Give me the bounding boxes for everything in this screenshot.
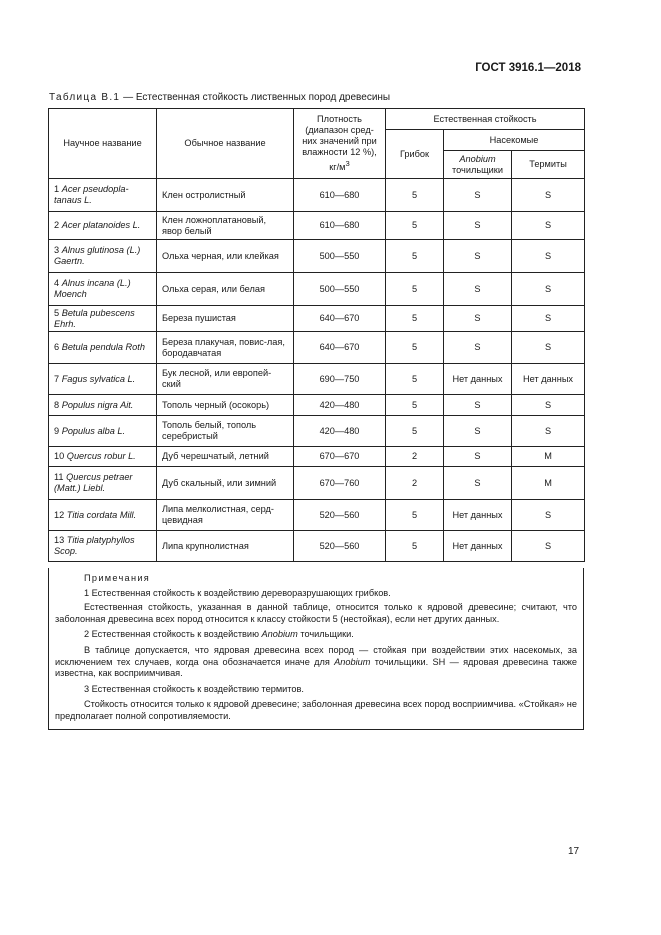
scientific-name-cell (49, 395, 157, 416)
table-row (49, 240, 585, 273)
fungi-cell: 5 (386, 273, 444, 306)
common-name-cell: Ольха черная, или клейкая (157, 240, 294, 273)
document-code: ГОСТ 3916.1—2018 (475, 62, 581, 74)
scientific-name-cell (49, 306, 157, 332)
header-row (49, 109, 585, 130)
table-row (49, 467, 585, 500)
header-scientific: Научное название (49, 109, 157, 179)
row-number: 10 (54, 451, 65, 461)
density-sup: 3 (345, 158, 350, 168)
scientific-name-cell (49, 500, 157, 531)
density-cell: 500—550 (294, 273, 386, 306)
fungi-cell: 5 (386, 395, 444, 416)
scientific-name-cell (49, 179, 157, 212)
scientific-name-cell (49, 332, 157, 364)
density-label: Плотность (диапазон сред-них значений при влажности 12 %), кг/м (302, 113, 377, 173)
termites-cell: S (512, 395, 585, 416)
anobium-cell: S (444, 179, 512, 212)
row-number: 7 (54, 373, 60, 384)
note-1-text: Естественная стойкость, указанная в данной таблице, относится только к ядровой древесине; считают, что заболонная древесина всех пород относится к классу стойкости 5 (нестойкая), если нет других данных. (55, 602, 577, 624)
note-2b-pre: В таблице допускается, что ядровая древесина всех пород — стойкая при воздействии этих насекомых, за исключением тех случаев, когда она обозначается иначе для (55, 645, 577, 667)
scientific-name-cell (49, 364, 157, 395)
note-2b-italic: Anobium (334, 656, 371, 667)
common-name-cell: Береза пушистая (157, 306, 294, 332)
anobium-label: Anobium (459, 153, 496, 164)
table-row (49, 500, 585, 531)
density-cell: 420—480 (294, 395, 386, 416)
scientific-name: Alnus incana (L.) Moench (54, 278, 131, 299)
scientific-name-cell (49, 416, 157, 447)
density-cell: 640—670 (294, 332, 386, 364)
termites-cell: S (512, 306, 585, 332)
common-name-cell: Дуб черешчатый, летний (157, 447, 294, 467)
density-cell: 670—670 (294, 447, 386, 467)
table-row (49, 395, 585, 416)
common-name-cell: Клен ложноплатановый, явор белый (157, 212, 294, 240)
anobium-cell: Нет данных (444, 364, 512, 395)
caption-prefix: Таблица В.1 (49, 92, 121, 103)
note-2-post: точильщики. (297, 629, 354, 639)
termites-cell: S (512, 332, 585, 364)
table-row (49, 306, 585, 332)
fungi-cell: 5 (386, 416, 444, 447)
fungi-cell: 5 (386, 212, 444, 240)
table-row (49, 364, 585, 395)
fungi-cell: 5 (386, 531, 444, 562)
fungi-cell: 5 (386, 240, 444, 273)
density-cell: 500—550 (294, 240, 386, 273)
anobium-cell: S (444, 306, 512, 332)
density-cell: 420—480 (294, 416, 386, 447)
scientific-name-cell (49, 467, 157, 500)
scientific-name: Acer pseudopla-tanaus L. (54, 184, 129, 205)
common-name-cell: Тополь черный (осокорь) (157, 395, 294, 416)
row-number: 8 (54, 399, 60, 410)
termites-cell: M (512, 467, 585, 500)
note-2b-post: точильщики. SH — ядровая древесина также известна, как восприимчивая. (55, 656, 577, 679)
table-row (49, 179, 585, 212)
note-2-pre: 2 Естественная стойкость к воздействию (84, 629, 262, 639)
scientific-name: Populus nigra Ait. (61, 399, 134, 410)
page-number: 17 (568, 846, 580, 857)
scientific-name: Titia cordata Mill. (66, 509, 137, 520)
density-cell: 640—670 (294, 306, 386, 332)
anobium-cell: S (444, 447, 512, 467)
row-number: 11 (54, 472, 64, 482)
fungi-cell: 5 (386, 306, 444, 332)
termites-cell: S (512, 179, 585, 212)
density-cell: 610—680 (294, 212, 386, 240)
scientific-name-cell (49, 212, 157, 240)
notes-block (48, 568, 584, 730)
anobium-cell: S (444, 395, 512, 416)
termites-cell: S (512, 416, 585, 447)
row-number: 12 (54, 509, 65, 520)
note-3: 3 Естественная стойкость к воздействию термитов. (84, 684, 304, 694)
common-name-cell: Липа крупнолистная (157, 531, 294, 562)
table-row (49, 416, 585, 447)
resistance-table (48, 108, 585, 562)
table-row (49, 531, 585, 562)
termites-cell: S (512, 273, 585, 306)
note-2-italic: Anobium (261, 629, 298, 639)
header-anobium (444, 151, 512, 179)
density-cell: 690—750 (294, 364, 386, 395)
anobium-cell: S (444, 212, 512, 240)
scientific-name-cell (49, 531, 157, 562)
caption-text: — Естественная стойкость лиственных пород древесины (120, 92, 391, 103)
termites-cell: Нет данных (512, 364, 585, 395)
note-2 (84, 629, 577, 641)
fungi-cell: 2 (386, 467, 444, 500)
scientific-name: Quercus robur L. (66, 451, 136, 461)
note-2-text (55, 645, 577, 680)
common-name-cell: Клен остролистный (157, 179, 294, 212)
scientific-name: Betula pendula Roth (61, 342, 145, 352)
table-row (49, 332, 585, 364)
density-cell: 670—760 (294, 467, 386, 500)
common-name-cell: Липа мелколистная, серд-цевидная (157, 500, 294, 531)
note-1: 1 Естественная стойкость к воздействию дереворазрушающих грибков. (84, 588, 391, 598)
termites-cell: M (512, 447, 585, 467)
scientific-name: Alnus glutinosa (L.) Gaertn. (54, 245, 141, 266)
density-cell: 520—560 (294, 531, 386, 562)
header-insects: Насекомые (444, 130, 585, 151)
scientific-name-cell (49, 273, 157, 306)
fungi-cell: 5 (386, 332, 444, 364)
common-name-cell: Тополь белый, тополь серебристый (157, 416, 294, 447)
anobium-cell: S (444, 273, 512, 306)
scientific-name: Populus alba L. (61, 425, 126, 436)
fungi-cell: 5 (386, 364, 444, 395)
row-number: 5 (54, 307, 60, 318)
header-termites: Термиты (512, 151, 585, 179)
header-common: Обычное название (157, 109, 294, 179)
table-caption (49, 92, 390, 103)
scientific-name-cell (49, 447, 157, 467)
row-number: 6 (54, 342, 60, 352)
scientific-name-cell (49, 240, 157, 273)
anobium-sub: точильщики (452, 164, 503, 175)
table-row (49, 212, 585, 240)
scientific-name: Titia platyphyllos Scop. (54, 535, 135, 556)
common-name-cell: Бук лесной, или европей-ский (157, 364, 294, 395)
density-cell: 520—560 (294, 500, 386, 531)
anobium-cell: Нет данных (444, 500, 512, 531)
anobium-cell: S (444, 240, 512, 273)
anobium-cell: S (444, 332, 512, 364)
row-number: 4 (54, 278, 60, 288)
row-number: 2 (54, 220, 60, 230)
scientific-name: Betula pubescens Ehrh. (54, 307, 135, 329)
common-name-cell: Дуб скальный, или зимний (157, 467, 294, 500)
notes-title: Примечания (84, 573, 151, 583)
fungi-cell: 5 (386, 500, 444, 531)
header-fungi: Грибок (386, 130, 444, 179)
anobium-cell: S (444, 467, 512, 500)
termites-cell: S (512, 212, 585, 240)
row-number: 9 (54, 425, 60, 436)
common-name-cell: Береза плакучая, повис-лая, бородавчатая (157, 332, 294, 364)
fungi-cell: 5 (386, 179, 444, 212)
common-name-cell: Ольха серая, или белая (157, 273, 294, 306)
header-resistance: Естественная стойкость (386, 109, 585, 130)
scientific-name: Acer platanoides L. (61, 220, 141, 230)
note-3-text: Стойкость относится только к ядровой древесине; заболонная древесина всех пород восприимчива. «Стойкая» не предполагает полной сопротивляемости. (55, 699, 577, 721)
anobium-cell: Нет данных (444, 531, 512, 562)
table-row (49, 447, 585, 467)
table-row (49, 273, 585, 306)
anobium-cell: S (444, 416, 512, 447)
termites-cell: S (512, 500, 585, 531)
row-number: 13 (54, 535, 65, 545)
row-number: 3 (54, 245, 60, 255)
termites-cell: S (512, 240, 585, 273)
density-cell: 610—680 (294, 179, 386, 212)
row-number: 1 (54, 184, 60, 194)
termites-cell: S (512, 531, 585, 562)
scientific-name: Quercus petraer (Matt.) Liebl. (54, 472, 133, 493)
header-density (294, 109, 386, 179)
fungi-cell: 2 (386, 447, 444, 467)
scientific-name: Fagus sylvatica L. (61, 373, 136, 384)
